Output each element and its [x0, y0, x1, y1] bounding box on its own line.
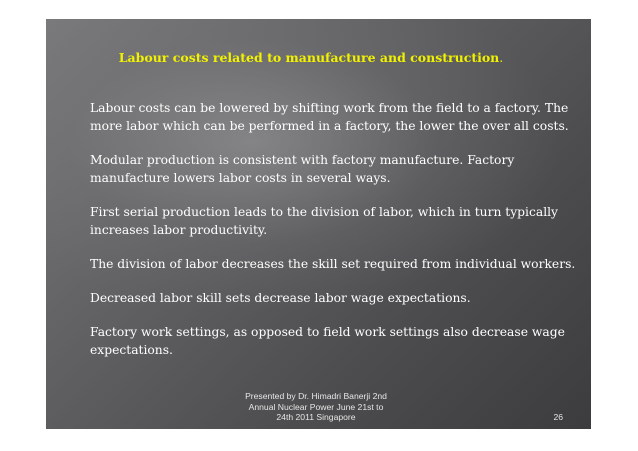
- footer-line-2: Annual Nuclear Power June 21st to: [248, 401, 384, 412]
- paragraph-4: The division of labor decreases the skill set required from individual workers.: [90, 257, 576, 271]
- paragraph-1: Labour costs can be lowered by shifting work from the field to a factory. The more labor which can be performed in a factory, the lower the over all costs.: [90, 101, 569, 133]
- slide-title: [46, 50, 576, 65]
- paragraph-3: First serial production leads to the division of labor, which in turn typically increases labor productivity.: [90, 205, 559, 237]
- footer-line-1: Presented by Dr. Himadri Banerji 2nd: [245, 391, 387, 401]
- slide-footer: [231, 391, 401, 423]
- slide: [46, 19, 591, 429]
- footer-line-3: 24th 2011 Singapore: [276, 412, 356, 422]
- paragraph-5: Decreased labor skill sets decrease labor wage expectations.: [90, 291, 471, 305]
- paragraph-6: Factory work settings, as opposed to field work settings also decrease wage expectations.: [90, 325, 565, 357]
- slide-body: [90, 99, 590, 375]
- paragraph-2: Modular production is consistent with factory manufacture. Factory manufacture lowers labor costs in several ways.: [90, 153, 515, 185]
- page-number: 26: [553, 412, 563, 422]
- slide-title-text: Labour costs related to manufacture and construction: [118, 50, 500, 65]
- slide-title-suffix: .: [499, 50, 504, 65]
